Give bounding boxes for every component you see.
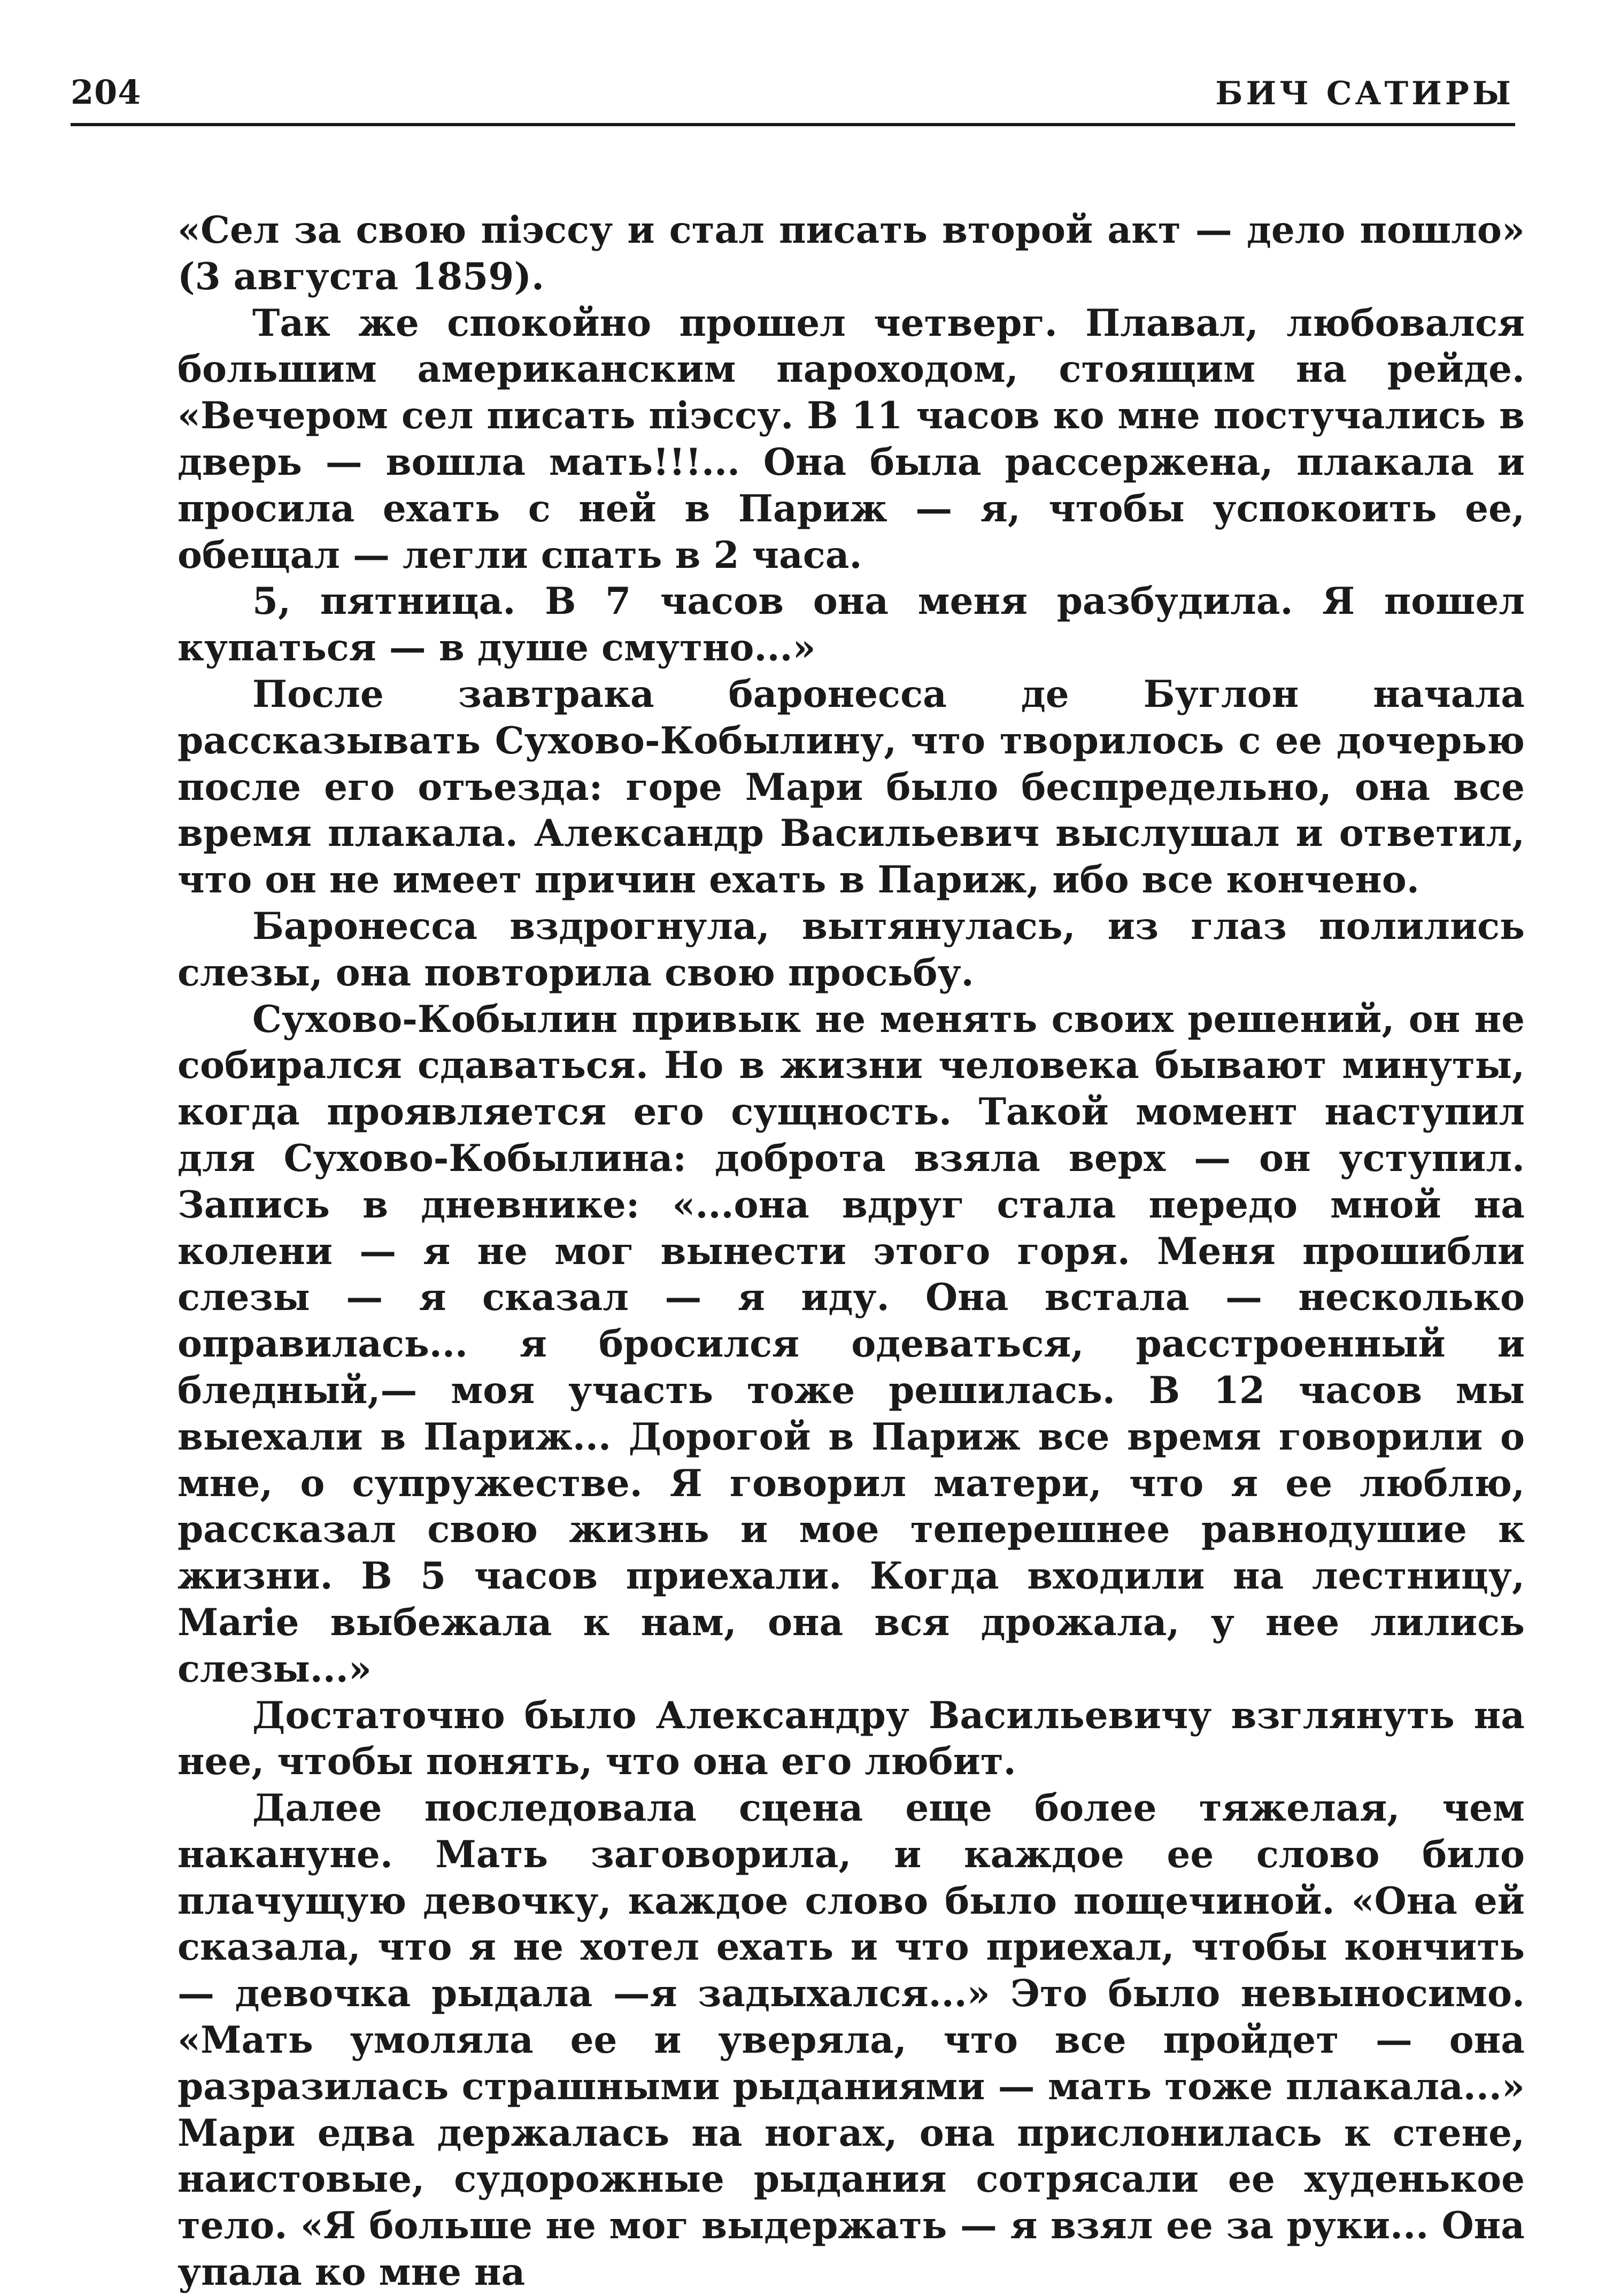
header-rule — [71, 123, 1515, 126]
paragraph: «Сел за свою пiэссу и стал писать второй акт — дело пошло» (3 августа 1859). — [177, 209, 1525, 298]
paragraph: После завтрака баронесса де Буглон начала рассказывать Сухово-Кобылину, что творилось с ее дочерью после его отъезда: горе Мари было беспредельно, она все время плакала. Александр Васильевич выслушал и ответил, что он не имеет причин ехать в Париж, ибо все кончено. — [177, 672, 1525, 902]
paragraph: Достаточно было Александру Васильевичу взглянуть на нее, чтобы понять, что она его любит. — [177, 1693, 1525, 1784]
section-title: БИЧ САТИРЫ — [1215, 75, 1514, 112]
paragraph: Далее последовала сцена еще более тяжелая, чем накануне. Мать заговорила, и каждое ее слово било плачущую девочку, каждое слово было пощечиной. «Она ей сказала, что я не хотел ехать и что приехал, чтобы кончить — девочка рыдала —я задыхался...» Это было невыносимо. «Мать умоляла ее и уверяла, что все пройдет — она разразилась страшными рыданиями — мать тоже плакала...» Мари едва держалась на ногах, она прислонилась к стене, наистовые, судорожные рыдания сотрясали ее худенькое тело. «Я больше не мог выдержать — я взял ее за руки... Она упала ко мне на — [177, 1786, 1525, 2294]
paragraph: Так же спокойно прошел четверг. Плавал, любовался большим американским пароходом, стоящим на рейде. «Вечером сел писать пiэссу. В 11 часов ко мне постучались в дверь — вошла мать!!!... Она была рассержена, плакала и просила ехать с ней в Париж — я, чтобы успокоить ее, обещал — легли спать в 2 часа. — [177, 301, 1525, 577]
page-number: 204 — [71, 73, 142, 112]
running-head — [71, 68, 1514, 117]
paragraph: Баронесса вздрогнула, вытянулась, из глаз полились слезы, она повторила свою просьбу. — [177, 904, 1525, 995]
paragraph: 5, пятница. В 7 часов она меня разбудила. Я пошел купаться — в душе смутно...» — [177, 580, 1525, 670]
paragraph: Сухово-Кобылин привык не менять своих решений, он не собирался сдаваться. Но в жизни человека бывают минуты, когда проявляется его сущность. Такой момент наступил для Сухово-Кобылина: доброта взяла верх — он уступил. Запись в дневнике: «...она вдруг стала передо мной на колени — я не мог вынести этого горя. Меня прошибли слезы — я сказал — я иду. Она встала — несколько оправилась... я бросился одеваться, расстроенный и бледный,— моя участь тоже решилась. В 12 часов мы выехали в Париж... Дорогой в Париж все время говорили о мне, о супружестве. Я говорил матери, что я ее люблю, рассказал свою жизнь и мое теперешнее равнодушие к жизни. В 5 часов приехали. Когда входили на лестницу, Marie выбежала к нам, она вся дрожала, у нее лились слезы...» — [177, 997, 1525, 1691]
body-text — [177, 207, 1525, 2296]
